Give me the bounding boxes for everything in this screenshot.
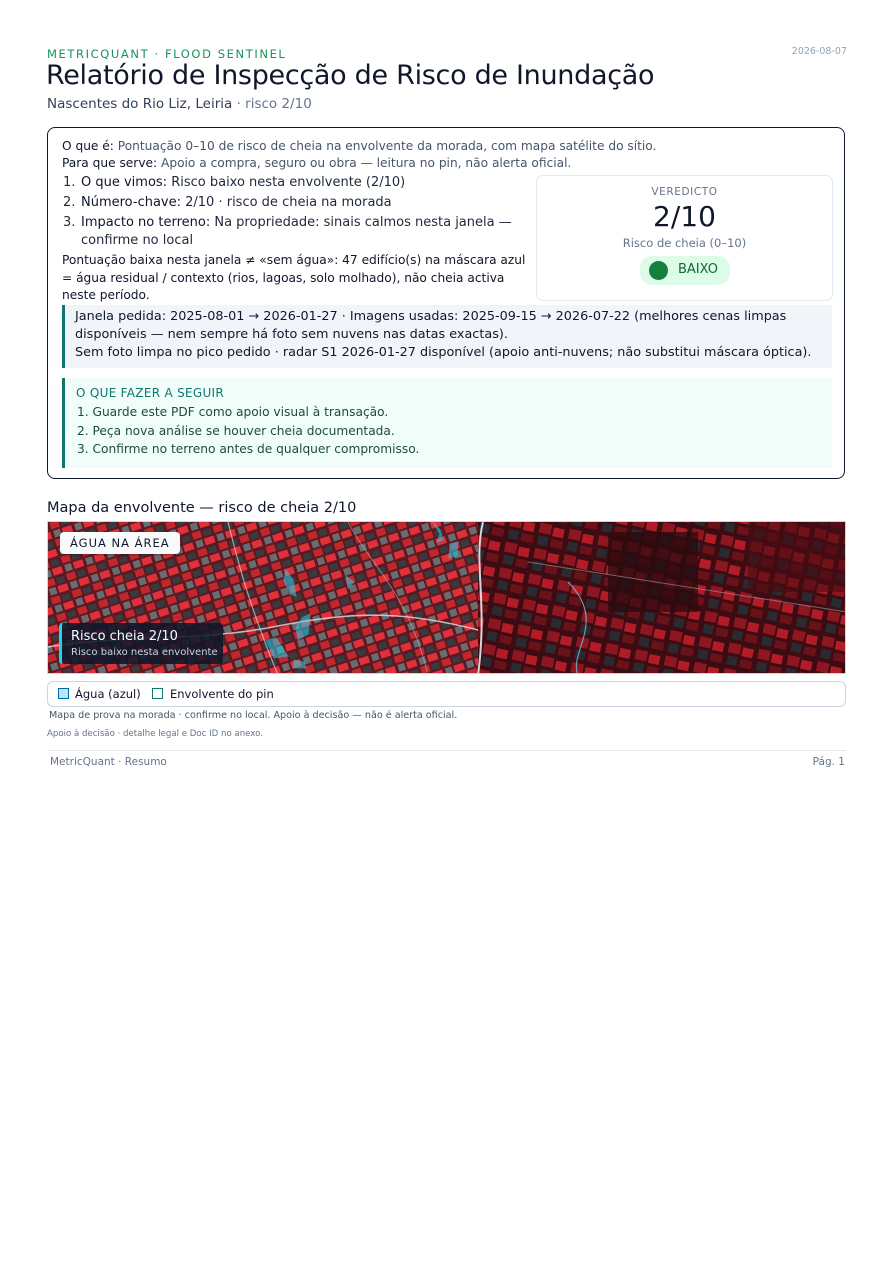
window-line-1: Janela pedida: 2025-08-01 → 2026-01-27 · Imagens usadas: 2025-09-15 → 2026-07-22 (melhores cenas limpas disponíveis — nem sempre há foto sem nuvens nas datas exactas). bbox=[75, 309, 787, 342]
map-risk-title: Risco cheia 2/10 bbox=[71, 629, 178, 644]
risk-level-text: BAIXO bbox=[678, 262, 718, 277]
map-legend bbox=[47, 681, 846, 707]
next-step-item: 1. Guarde este PDF como apoio visual à transação. bbox=[77, 405, 389, 419]
satellite-map[interactable] bbox=[47, 521, 846, 674]
page-title: Relatório de Inspecção de Risco de Inundação bbox=[46, 60, 655, 91]
low-score-note: Pontuação baixa nesta janela ≠ «sem água»: 47 edifício(s) na máscara azul = água residual / contexto (rios, lagoas, solo molhado), não cheia activa neste período. bbox=[62, 253, 526, 302]
map-risk-overlay bbox=[59, 623, 223, 664]
risk-suffix: · risco 2/10 bbox=[232, 96, 312, 112]
map-caption: Mapa de prova na morada · confirme no local. Apoio à decisão — não é alerta oficial. bbox=[49, 710, 458, 721]
summary-card bbox=[47, 127, 845, 479]
finding-item bbox=[63, 174, 523, 192]
water-in-area-tag: ÁGUA NA ÁREA bbox=[60, 532, 180, 554]
purpose-text: Apoio a compra, seguro ou obra — leitura no pin, não alerta oficial. bbox=[157, 156, 572, 170]
window-line-2: Sem foto limpa no pico pedido · radar S1 2026-01-27 disponível (apoio anti-nuvens; não substitui máscara óptica). bbox=[75, 345, 812, 360]
what-line bbox=[62, 139, 656, 153]
verdict-scale: Risco de cheia (0–10) bbox=[622, 236, 747, 250]
findings-list bbox=[63, 174, 523, 252]
finding-key: Impacto no terreno: bbox=[81, 215, 211, 230]
finding-text: 2/10 · risco de cheia na morada bbox=[181, 195, 392, 210]
next-step-item: 3. Confirme no terreno antes de qualquer compromisso. bbox=[77, 442, 420, 457]
report-date: 2026-08-07 bbox=[791, 46, 847, 57]
finding-item bbox=[63, 194, 523, 212]
verdict-box bbox=[536, 175, 833, 301]
time-window-note bbox=[62, 305, 832, 368]
finding-number: 2. bbox=[63, 195, 76, 210]
next-step-item: 2. Peça nova análise se houver cheia documentada. bbox=[77, 423, 395, 438]
legend-pin-label: Envolvente do pin bbox=[170, 687, 274, 701]
finding-text: Risco baixo nesta envolvente (2/10) bbox=[167, 175, 406, 190]
location-name: Nascentes do Rio Liz, Leiria bbox=[47, 96, 233, 112]
risk-level-badge bbox=[640, 256, 730, 285]
page-number: Pág. 1 bbox=[812, 756, 845, 768]
water-swatch-icon bbox=[58, 688, 69, 699]
finding-text: Na propriedade: sinais calmos nesta janela — confirme no local bbox=[81, 215, 512, 248]
legend-water-label: Água (azul) bbox=[75, 687, 141, 701]
subtitle bbox=[47, 96, 312, 112]
next-steps-box bbox=[62, 378, 832, 468]
finding-key: O que vimos: bbox=[81, 175, 168, 190]
brand-label: METRICQUANT · FLOOD SENTINEL bbox=[47, 47, 287, 61]
finding-item bbox=[63, 214, 523, 250]
finding-key: Número-chave: bbox=[81, 195, 181, 210]
what-label: O que é: bbox=[62, 139, 114, 153]
footer-left: MetricQuant · Resumo bbox=[50, 756, 167, 768]
status-dot-icon bbox=[649, 261, 668, 280]
map-title: Mapa da envolvente — risco de cheia 2/10 bbox=[47, 500, 357, 516]
footer-divider bbox=[47, 750, 846, 751]
next-steps-list bbox=[77, 403, 419, 459]
verdict-score: 2/10 bbox=[653, 200, 716, 233]
finding-number: 3. bbox=[63, 215, 76, 230]
purpose-line bbox=[62, 156, 571, 170]
legal-note: Apoio à decisão · detalhe legal e Doc ID no anexo. bbox=[47, 729, 263, 739]
what-text: Pontuação 0–10 de risco de cheia na envolvente da morada, com mapa satélite do sítio. bbox=[113, 139, 657, 153]
finding-number: 1. bbox=[63, 175, 76, 190]
next-steps-heading: O QUE FAZER A SEGUIR bbox=[76, 386, 225, 400]
purpose-label: Para que serve: bbox=[62, 156, 158, 170]
verdict-label: VEREDICTO bbox=[651, 186, 718, 198]
map-risk-subtitle: Risco baixo nesta envolvente bbox=[71, 647, 218, 658]
pin-area-swatch-icon bbox=[152, 688, 163, 699]
